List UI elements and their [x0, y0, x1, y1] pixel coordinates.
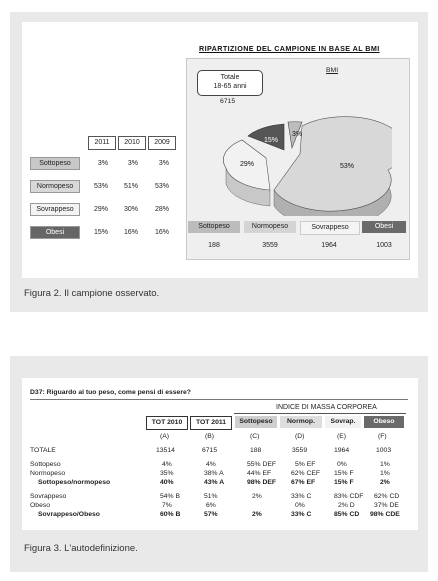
row-label: Sovrappeso: [30, 493, 67, 500]
value-sovrappeso-2010: 30%: [123, 206, 138, 213]
row-label: TOTALE: [30, 447, 56, 454]
cell: 37% DE: [374, 502, 399, 509]
cell: 1%: [380, 470, 390, 477]
value-sovrappeso-2011: 29%: [93, 206, 108, 213]
row-label: Sovrappeso/Obeso: [38, 511, 100, 518]
col-header-sottopeso: Sottopeso: [235, 416, 277, 428]
figure-3-caption: Figura 3. L'autodefinizione.: [24, 543, 138, 554]
cell: 15% F: [334, 479, 354, 486]
row-label: Sottopeso: [30, 461, 61, 468]
figure-3-card: [22, 378, 418, 530]
cell: 2%: [252, 511, 262, 518]
cell: 98% CDE: [370, 511, 400, 518]
cell: 1%: [380, 461, 390, 468]
slice-label-sottopeso: 3%: [292, 131, 303, 138]
row-label: Normopeso: [30, 470, 66, 477]
value-obesi-2011: 15%: [93, 229, 108, 236]
col-header-normop: Normop.: [280, 416, 322, 428]
slice-label-sovrappeso: 29%: [240, 161, 255, 168]
legend-value-sottopeso: 188: [208, 242, 220, 249]
chart-title: RIPARTIZIONE DEL CAMPIONE IN BASE AL BMI: [199, 44, 380, 53]
category-sovrappeso: Sovrappeso: [30, 203, 80, 216]
col-header-tot2010: TOT 2010: [146, 416, 188, 430]
pie-chart: [222, 112, 392, 216]
total-label-line2: 18-65 anni: [213, 83, 247, 90]
category-sottopeso: Sottopeso: [30, 157, 80, 170]
cell: 2%: [380, 479, 390, 486]
cell: 98% DEF: [247, 479, 277, 486]
legend-sovrappeso: Sovrappeso: [300, 221, 360, 235]
value-normopeso-2009: 53%: [154, 183, 169, 190]
cell: 15% F: [334, 470, 354, 477]
col-letter-d: (D): [295, 433, 305, 440]
col-header-obeso: Obeso: [364, 416, 404, 428]
cell: 51%: [204, 493, 218, 500]
cell: 0%: [337, 461, 347, 468]
cell: 60% B: [160, 511, 181, 518]
total-value: 6715: [220, 98, 236, 105]
cell: 54% B: [160, 493, 181, 500]
cell: 55% DEF: [247, 461, 277, 468]
col-letter-f: (F): [378, 433, 387, 440]
cell: 67% EF: [291, 479, 316, 486]
question-rule: [30, 399, 408, 400]
col-letter-a: (A): [160, 433, 170, 440]
value-obesi-2009: 16%: [154, 229, 169, 236]
category-normopeso: Normopeso: [30, 180, 80, 193]
cell: 5% EF: [295, 461, 316, 468]
year-header-2009: 2009: [148, 136, 176, 150]
col-letter-e: (E): [337, 433, 347, 440]
cell: 7%: [162, 502, 172, 509]
col-letter-b: (B): [205, 433, 215, 440]
category-obesi: Obesi: [30, 226, 80, 239]
col-header-tot2011: TOT 2011: [190, 416, 232, 430]
cell: 38% A: [204, 470, 224, 477]
slice-label-normopeso: 53%: [340, 163, 355, 170]
legend-value-sovrappeso: 1964: [321, 242, 337, 249]
col-header-sovrap: Sovrap.: [325, 416, 361, 428]
year-header-2010: 2010: [118, 136, 146, 150]
value-sottopeso-2010: 3%: [127, 160, 138, 167]
figure-2-caption: Figura 2. Il campione osservato.: [24, 288, 160, 299]
cell: 33% C: [291, 493, 312, 500]
cell: 62% CD: [374, 493, 400, 500]
value-sovrappeso-2009: 28%: [154, 206, 169, 213]
legend-value-obesi: 1003: [376, 242, 392, 249]
cell: 83% CDF: [334, 493, 364, 500]
cell: 40%: [160, 479, 174, 486]
cell: 33% C: [291, 511, 312, 518]
total-box: [197, 70, 263, 96]
cell: 13514: [156, 447, 175, 454]
cell: 35%: [160, 470, 174, 477]
cell: 0%: [295, 502, 305, 509]
cell: 1003: [376, 447, 392, 454]
total-label-line1: Totale: [220, 74, 240, 81]
legend-normopeso: Normopeso: [244, 221, 296, 233]
row-label: Sottopeso/normopeso: [38, 479, 111, 486]
group-rule: [234, 413, 406, 414]
cell: 43% A: [204, 479, 225, 486]
legend-value-normopeso: 3559: [262, 242, 278, 249]
cell: 44% EF: [247, 470, 272, 477]
cell: 3559: [292, 447, 308, 454]
cell: 6%: [206, 502, 216, 509]
cell: 188: [250, 447, 262, 454]
legend-obesi: Obesi: [362, 221, 406, 233]
bmi-label: BMI: [326, 67, 339, 74]
cell: 2% D: [338, 502, 355, 509]
survey-question: D37: Riguardo al tuo peso, come pensi di essere?: [30, 389, 191, 396]
cell: 1964: [334, 447, 350, 454]
col-letter-c: (C): [250, 433, 260, 440]
row-label: Obeso: [30, 502, 51, 509]
cell: 62% CEF: [291, 470, 321, 477]
value-sottopeso-2011: 3%: [97, 160, 108, 167]
year-header-2011: 2011: [88, 136, 116, 150]
value-normopeso-2011: 53%: [93, 183, 108, 190]
slice-label-obesi: 15%: [264, 137, 279, 144]
group-header: INDICE DI MASSA CORPOREA: [276, 404, 377, 411]
cell: 85% CD: [334, 511, 360, 518]
value-sottopeso-2009: 3%: [158, 160, 169, 167]
value-normopeso-2010: 51%: [123, 183, 138, 190]
legend-sottopeso: Sottopeso: [188, 221, 240, 233]
cell: 57%: [204, 511, 218, 518]
value-obesi-2010: 16%: [123, 229, 138, 236]
cell: 4%: [206, 461, 216, 468]
cell: 2%: [252, 493, 262, 500]
cell: 6715: [202, 447, 218, 454]
cell: 4%: [162, 461, 172, 468]
